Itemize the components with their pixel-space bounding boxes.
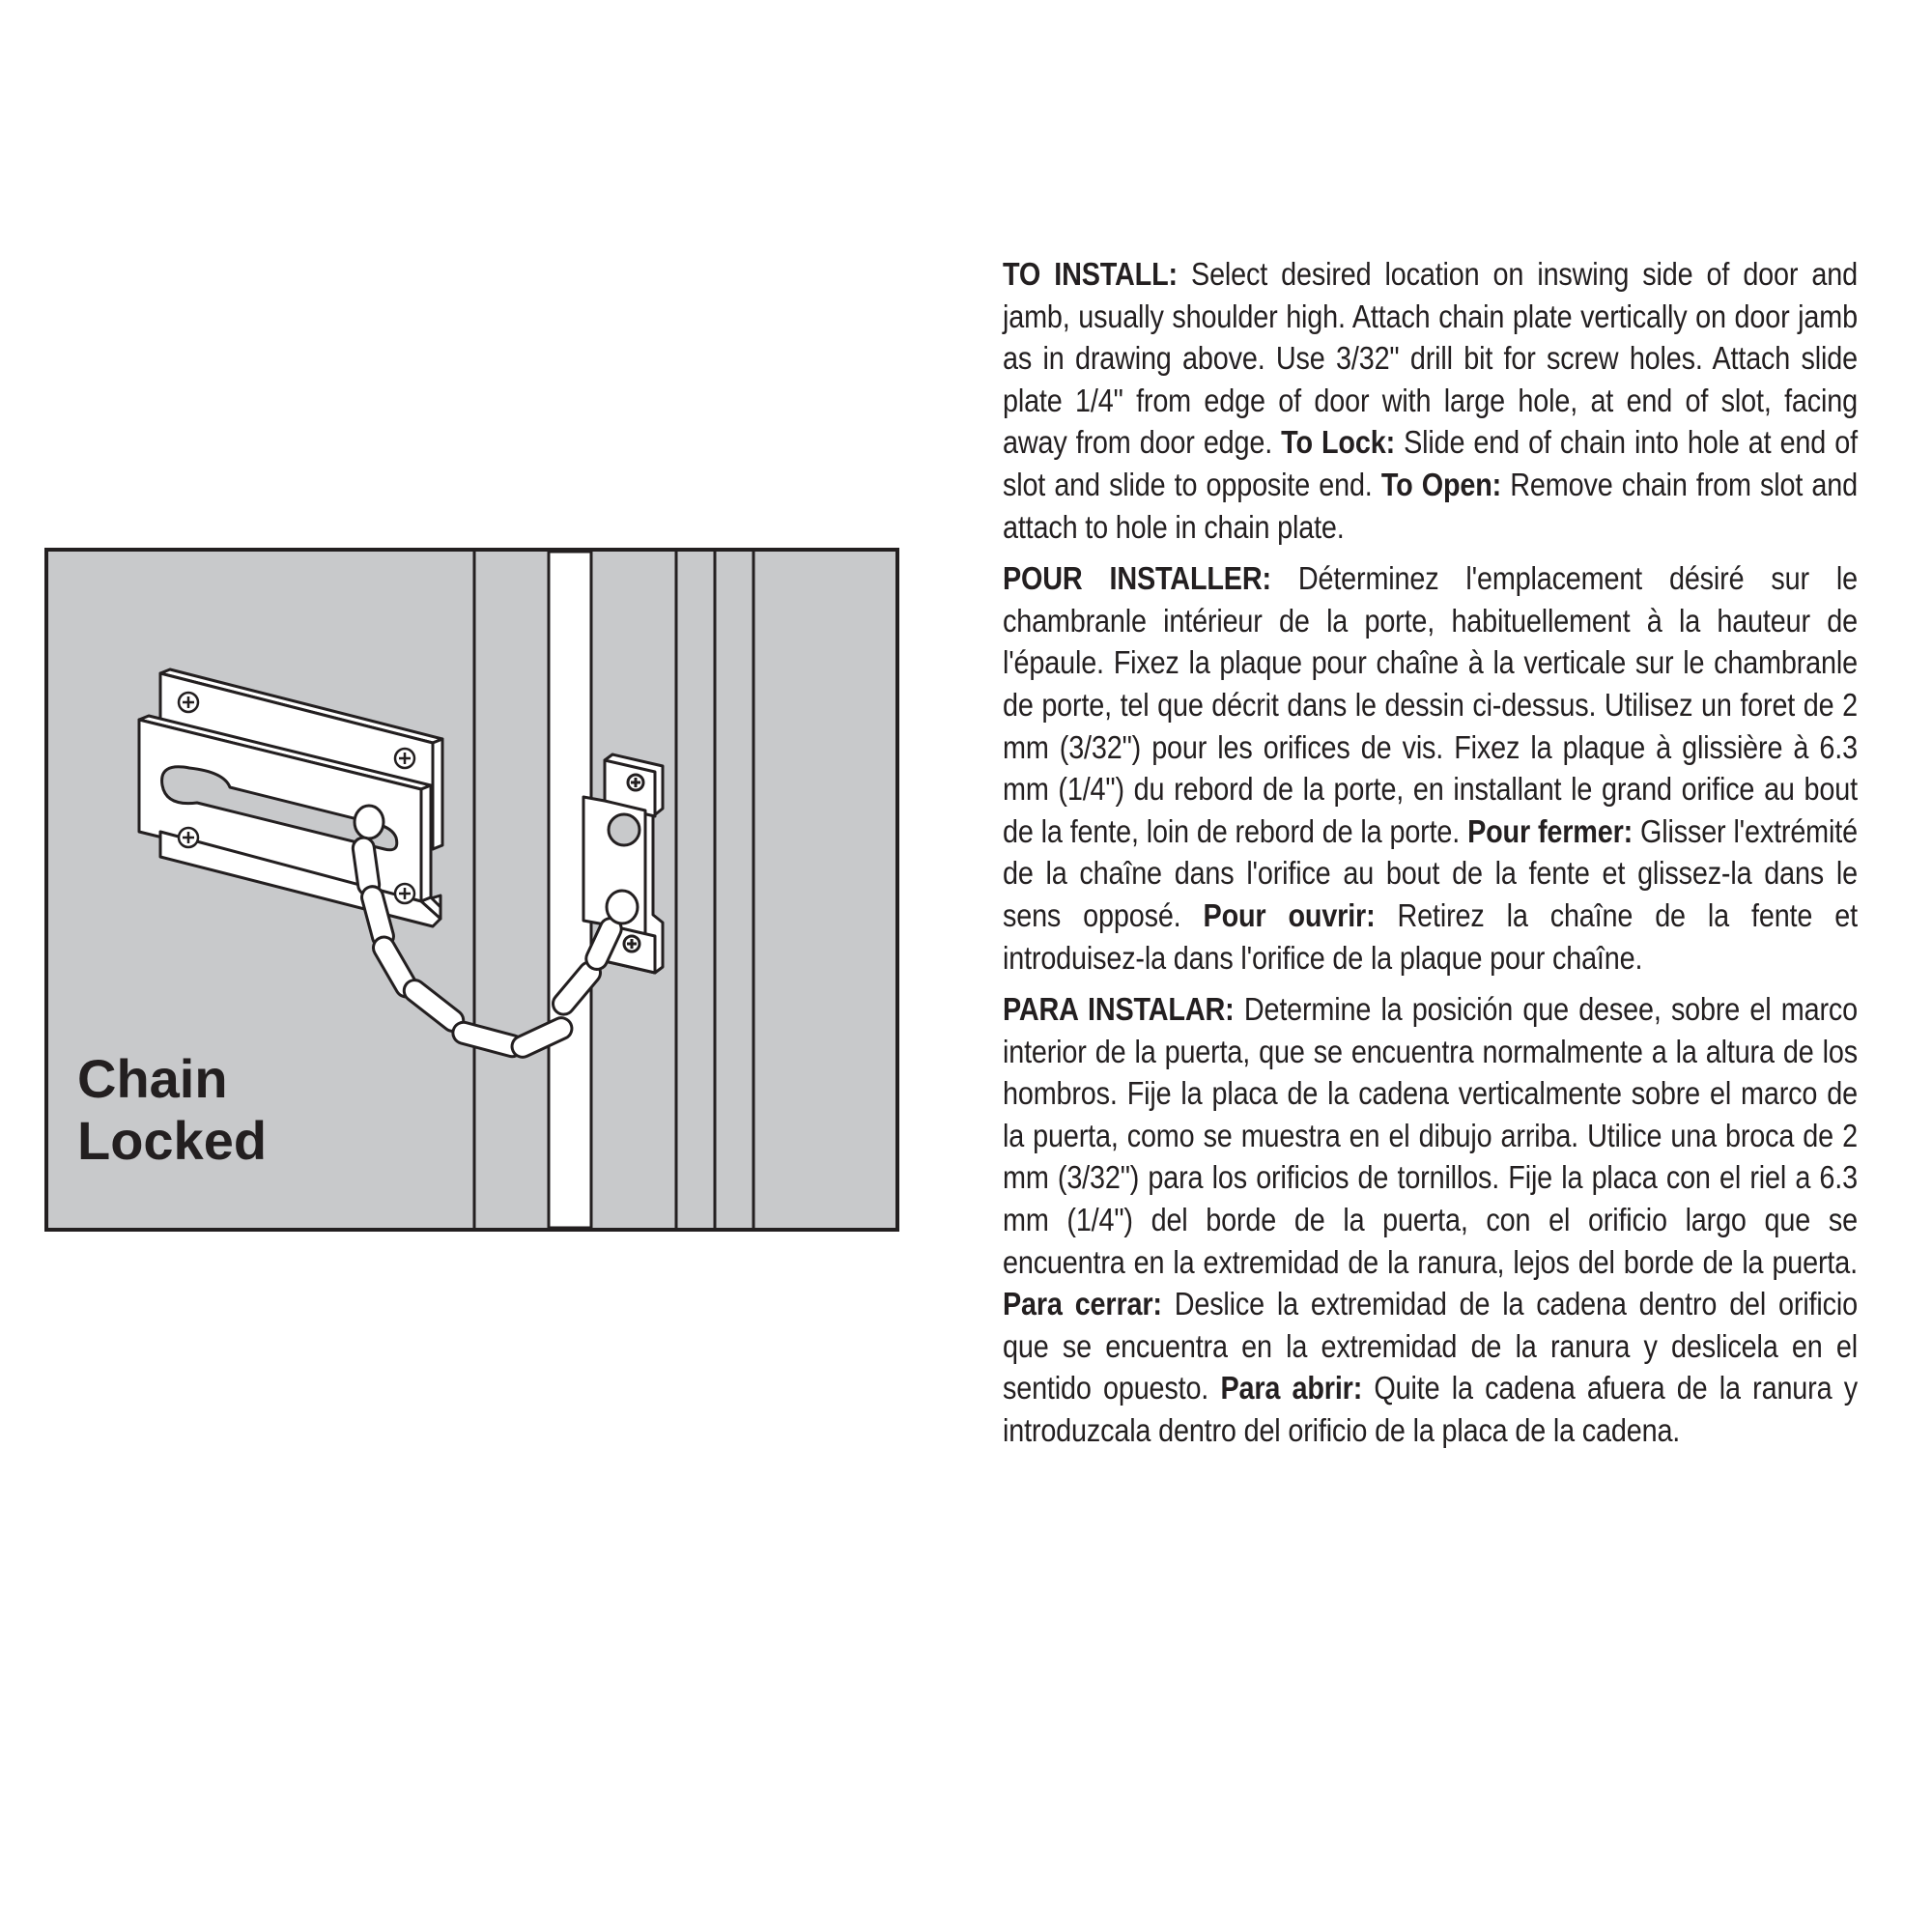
spanish-install-heading: PARA INSTALAR: bbox=[1003, 992, 1235, 1029]
english-install-text: Select desired location on inswing side of door and jamb, usually shoulder high. Attach chain plate vertically on door jamb as in drawing above. Use 3/32" drill bit for screw holes. Attach slide plate 1/4" from edge of door with large hole, at end of slot, facing away from door edge. bbox=[1003, 257, 1858, 462]
spanish-open-text: Quite la cadena afuera de la ranura y introduzcala dentro del orificio de la placa de la cadena. bbox=[1003, 1371, 1858, 1450]
chain-locked-caption bbox=[77, 1048, 267, 1172]
spanish-instructions bbox=[1003, 989, 1858, 1453]
spanish-open-heading: Para abrir: bbox=[1220, 1371, 1363, 1407]
french-lock-text: Glisser l'extrémité de la chaîne dans l'orifice au bout de la fente et glissez-la dans le sens opposé. bbox=[1003, 813, 1858, 934]
spanish-install-text: Determine la posición que desee, sobre el marco interior de la puerta, que se encuentra normalmente a la altura de los hombros. Fije la placa de la cadena verticalmente sobre el marco de la puerta, como se muestra en el dibujo arriba. Utilice una broca de 2 mm (3/32") para los orificios de tornillos. Fije la placa con el riel a 6.3 mm (1/4") del borde de la puerta, con el orificio largo que se encuentra en la extremidad de la ranura, lejos del borde de la puerta. bbox=[1003, 992, 1858, 1281]
english-open-text: Remove chain from slot and attach to hole in chain plate. bbox=[1003, 467, 1858, 546]
english-install-heading: TO INSTALL: bbox=[1003, 257, 1178, 293]
english-lock-heading: To Lock: bbox=[1281, 425, 1395, 462]
caption-line-1: Chain bbox=[77, 1048, 228, 1109]
english-open-heading: To Open: bbox=[1380, 467, 1502, 503]
installation-instructions bbox=[1003, 254, 1858, 1463]
french-install-text: Déterminez l'emplacement désiré sur le chambranle intérieur de la porte, habituellement à la hauteur de l'épaule. Fixez la plaque pour chaîne à la verticale sur le chambranle de porte, tel que décrit dans le dessin ci-dessus. Utilisez un foret de 2 mm (3/32") pour les orifices de vis. Fixez la plaque à glissière à 6.3 mm (1/4") du rebord de la porte, en installant le grand orifice au bout de la fente, loin de rebord de la porte. bbox=[1003, 561, 1858, 850]
english-instructions bbox=[1003, 254, 1858, 549]
caption-line-2: Locked bbox=[77, 1110, 268, 1171]
french-lock-heading: Pour fermer: bbox=[1467, 813, 1634, 850]
french-open-text: Retirez la chaîne de la fente et introduisez-la dans l'orifice de la plaque pour chaîne. bbox=[1003, 897, 1858, 977]
french-install-heading: POUR INSTALLER: bbox=[1003, 561, 1271, 598]
spanish-lock-heading: Para cerrar: bbox=[1003, 1287, 1162, 1323]
french-instructions bbox=[1003, 558, 1858, 980]
french-open-heading: Pour ouvrir: bbox=[1203, 897, 1376, 934]
spanish-lock-text: Deslice la extremidad de la cadena dentro del orificio que se encuentra en la extremidad de la ranura y deslicela en el sentido opuesto. bbox=[1003, 1287, 1858, 1407]
english-lock-text: Slide end of chain into hole at end of slot and slide to opposite end. bbox=[1003, 425, 1858, 503]
